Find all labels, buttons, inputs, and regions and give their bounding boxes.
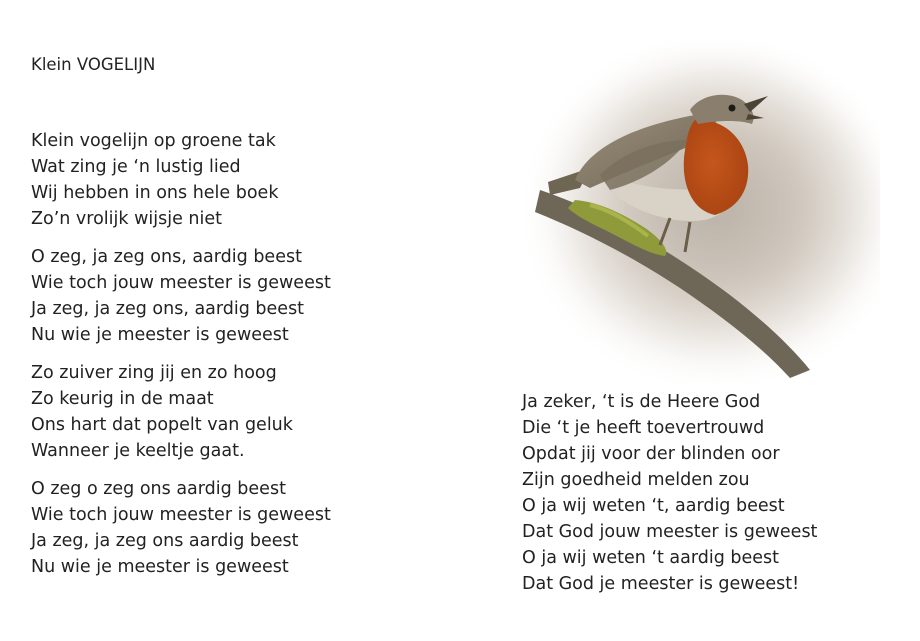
poem-line: Ja zeker, ‘t is de Heere God xyxy=(522,392,761,412)
poem-line: Wij hebben in ons hele boek xyxy=(31,183,279,203)
poem-line: Ons hart dat popelt van geluk xyxy=(31,415,293,435)
poem-line: Ja zeg, ja zeg ons, aardig beest xyxy=(31,299,305,319)
stanza-5 xyxy=(522,389,817,597)
robin-bird-icon xyxy=(520,40,880,385)
poem-line: Zo’n vrolijk wijsje niet xyxy=(31,209,222,229)
poem-line: Nu wie je meester is geweest xyxy=(31,557,289,577)
poem-line: Nu wie je meester is geweest xyxy=(31,325,289,345)
poem-line: Zo zuiver zing jij en zo hoog xyxy=(31,363,277,383)
poem-line: O zeg, ja zeg ons, aardig beest xyxy=(31,247,302,267)
poem-line: Dat God je meester is geweest! xyxy=(522,574,800,594)
poem-line: Zijn goedheid melden zou xyxy=(522,470,750,490)
poem-title: Klein VOGELIJN xyxy=(31,55,156,74)
poem-line: Ja zeg, ja zeg ons aardig beest xyxy=(31,531,299,551)
poem-line: Klein vogelijn op groene tak xyxy=(31,131,276,151)
poem-line: Wie toch jouw meester is geweest xyxy=(31,273,331,293)
stanza-4 xyxy=(31,476,331,580)
poem-line: Dat God jouw meester is geweest xyxy=(522,522,818,542)
poem-line: Zo keurig in de maat xyxy=(31,389,214,409)
poem-line: Wie toch jouw meester is geweest xyxy=(31,505,331,525)
stanza-3 xyxy=(31,360,331,464)
poem-line: O zeg o zeg ons aardig beest xyxy=(31,479,286,499)
poem-line: Wat zing je ‘n lustig lied xyxy=(31,157,241,177)
stanza-1 xyxy=(31,128,331,232)
poem-line: O ja wij weten ‘t aardig beest xyxy=(522,548,780,568)
poem-line: O ja wij weten ‘t, aardig beest xyxy=(522,496,785,516)
poem-right-column xyxy=(522,389,817,609)
poem-line: Die ‘t je heeft toevertrouwd xyxy=(522,418,765,438)
poem-line: Opdat jij voor der blinden oor xyxy=(522,444,780,464)
poem-line: Wanneer je keeltje gaat. xyxy=(31,441,245,461)
bird-eye xyxy=(729,105,736,112)
stanza-2 xyxy=(31,244,331,348)
poem-left-column xyxy=(31,128,331,592)
